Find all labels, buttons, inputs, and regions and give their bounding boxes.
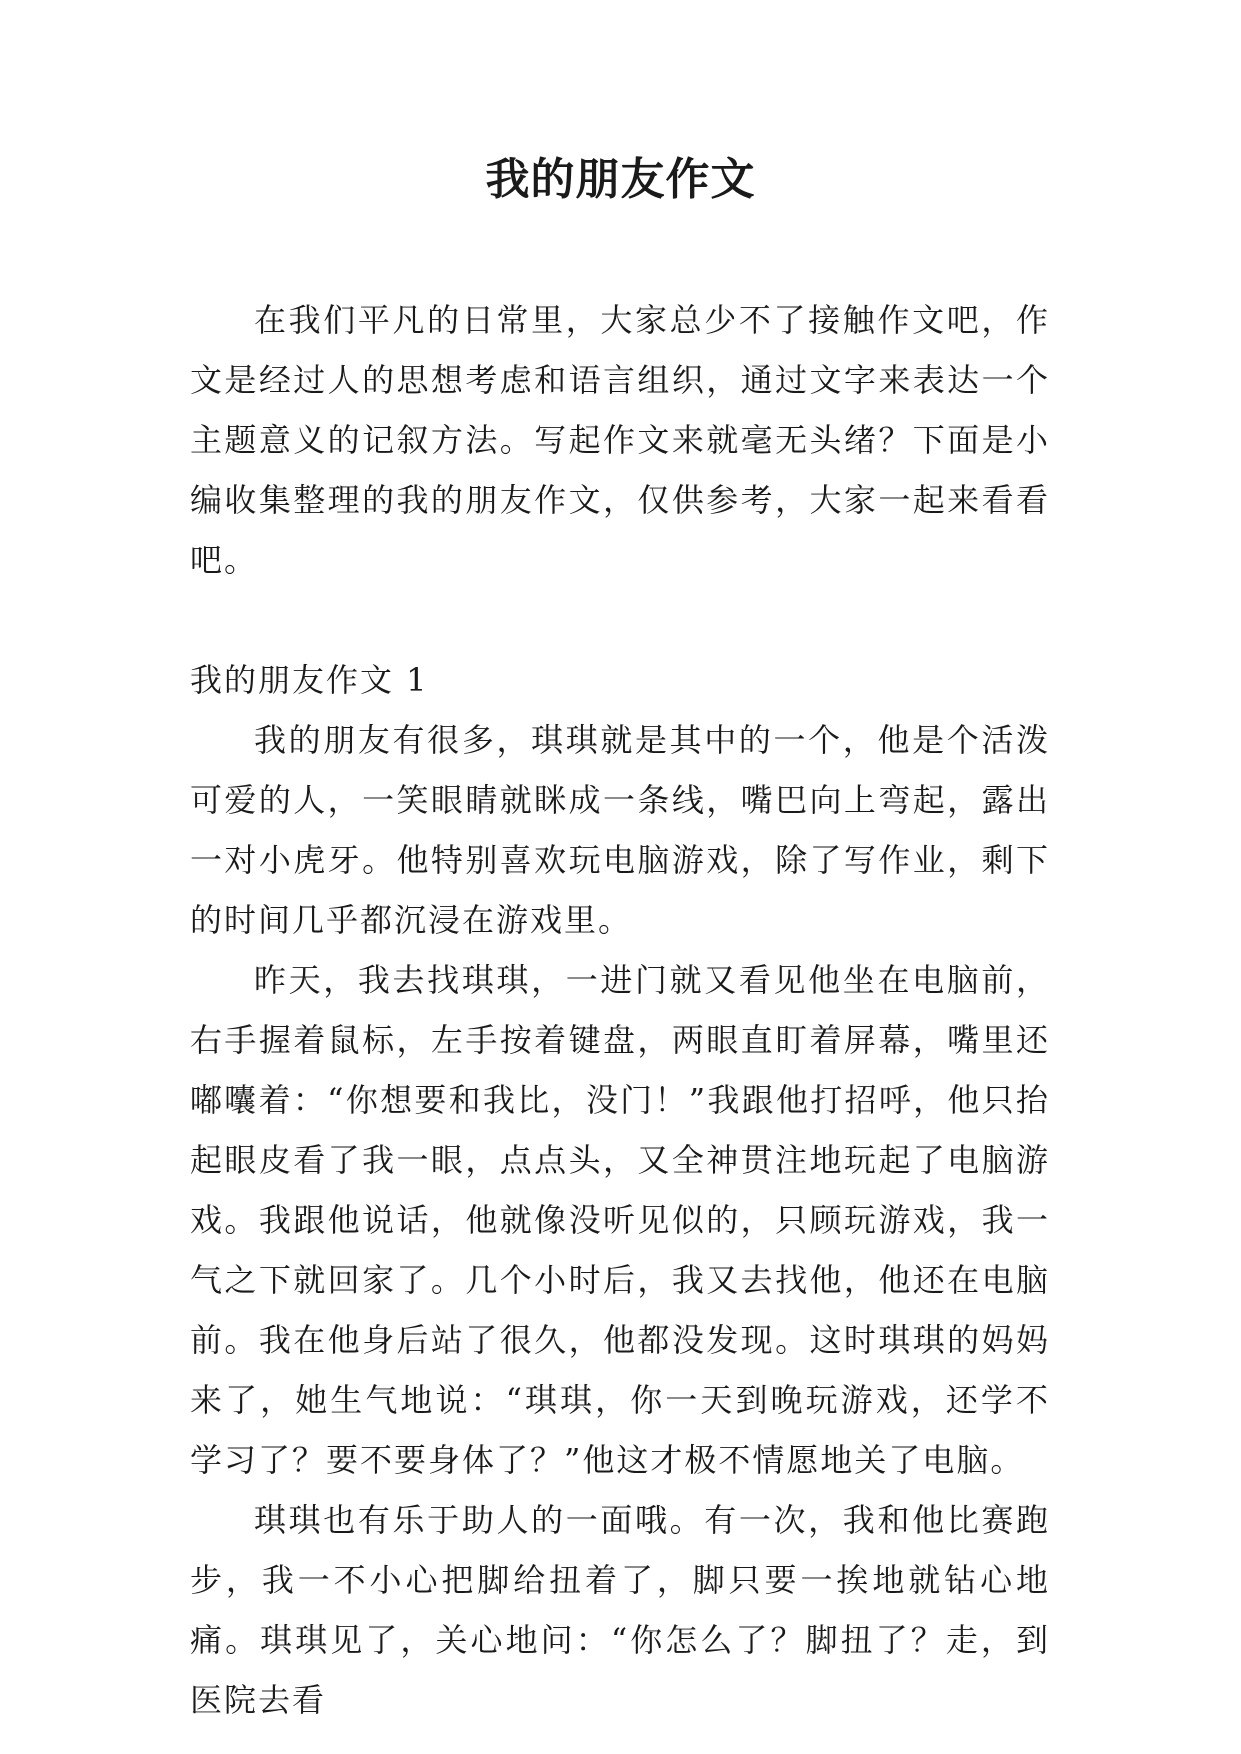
document-title: 我的朋友作文	[485, 154, 756, 205]
body-paragraph-3: 琪琪也有乐于助人的一面哦。有一次，我和他比赛跑步，我一不小心把脚给扭着了，脚只要一挨地就钻心地痛。琪琪见了，关心地问：“你怎么了？脚扭了？走，到医院去看	[190, 1501, 1050, 1719]
document-body	[190, 290, 1050, 1730]
section-heading: 我的朋友作文 1	[190, 661, 429, 699]
paragraph-spacer	[190, 590, 1050, 650]
body-paragraph-1: 我的朋友有很多，琪琪就是其中的一个，他是个活泼可爱的人，一笑眼睛就眯成一条线，嘴巴向上弯起，露出一对小虎牙。他特别喜欢玩电脑游戏，除了写作业，剩下的时间几乎都沉浸在游戏里。	[190, 721, 1050, 939]
body-paragraph-2: 昨天，我去找琪琪，一进门就又看见他坐在电脑前，右手握着鼠标，左手按着键盘，两眼直盯着屏幕，嘴里还嘟囔着：“你想要和我比，没门！”我跟他打招呼，他只抬起眼皮看了我一眼，点点头，又全神贯注地玩起了电脑游戏。我跟他说话，他就像没听见似的，只顾玩游戏，我一气之下就回家了。几个小时后，我又去找他，他还在电脑前。我在他身后站了很久，他都没发现。这时琪琪的妈妈来了，她生气地说：“琪琪，你一天到晚玩游戏，还学不学习了？要不要身体了？”他这才极不情愿地关了电脑。	[190, 961, 1050, 1479]
intro-paragraph: 在我们平凡的日常里，大家总少不了接触作文吧，作文是经过人的思想考虑和语言组织，通过文字来表达一个主题意义的记叙方法。写起作文来就毫无头绪？下面是小编收集整理的我的朋友作文，仅供参考，大家一起来看看吧。	[190, 301, 1050, 579]
